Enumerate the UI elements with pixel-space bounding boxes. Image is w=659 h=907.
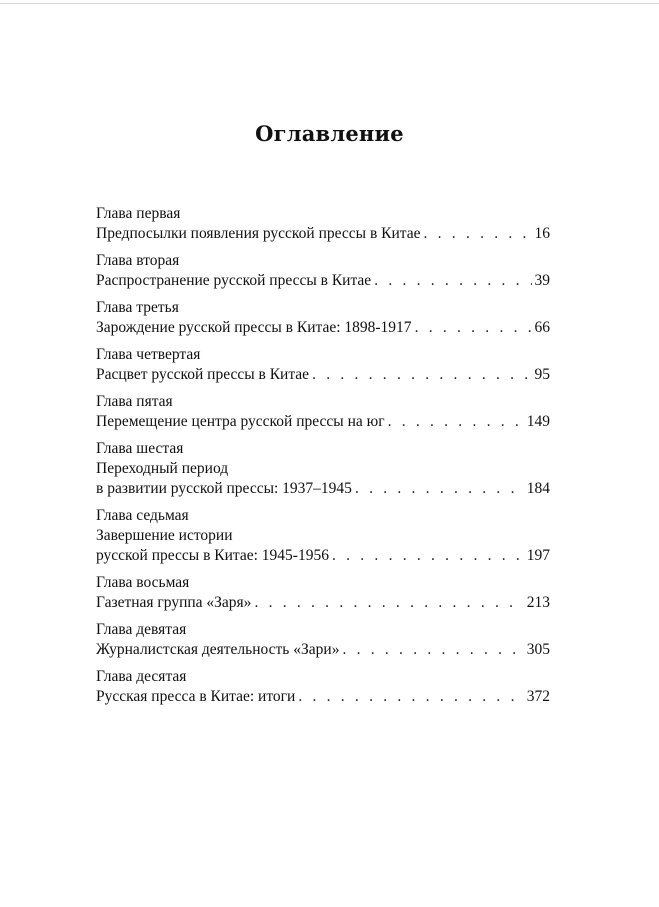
dot-leader [388,412,524,432]
chapter-label: Глава восьмая [96,574,190,591]
chapter-title: Расцвет русской прессы в Китае [96,366,310,383]
dot-leader [424,224,532,244]
dot-leader [254,593,523,613]
page-number: 95 [534,366,550,383]
toc-chapter [96,506,550,566]
chapter-label: Глава десятая [96,668,187,685]
chapter-title-line: Переходный период [96,460,229,477]
chapter-label: Глава вторая [96,252,180,269]
chapter-label: Глава первая [96,205,181,222]
page-number: 184 [526,480,550,497]
toc-entry[interactable] [96,593,550,613]
chapter-title: в развитии русской прессы: 1937–1945 [96,480,352,497]
page-top-rule [0,3,659,4]
toc-entry[interactable] [96,412,550,432]
page-title: Оглавление [255,121,404,146]
dot-leader [374,271,531,291]
toc-chapter [96,667,550,707]
chapter-title: Предпосылки появления русской прессы в Китае [96,225,421,242]
page-number: 149 [526,413,550,430]
chapter-label: Глава шестая [96,440,184,457]
dot-leader [342,640,523,660]
toc-chapter [96,204,550,244]
page-number: 305 [526,641,550,658]
toc-chapter [96,251,550,291]
chapter-label: Глава пятая [96,393,173,410]
toc-entry[interactable] [96,365,550,385]
chapter-label: Глава четвертая [96,346,201,363]
chapter-label: Глава седьмая [96,507,189,524]
dot-leader [415,318,532,338]
page-number: 372 [526,688,550,705]
toc-entry[interactable] [96,640,550,660]
chapter-title: русской прессы в Китае: 1945-1956 [96,547,329,564]
page-number: 39 [534,272,550,289]
chapter-title: Распространение русской прессы в Китае [96,272,372,289]
chapter-title: Журналистская деятельность «Зари» [96,641,340,658]
toc-chapter [96,392,550,432]
chapter-title: Русская пресса в Китае: итоги [96,688,296,705]
toc-chapter [96,345,550,385]
toc-chapter [96,573,550,613]
dot-leader [355,479,524,499]
chapter-title: Зарождение русской прессы в Китае: 1898-1917 [96,319,412,336]
page-number: 16 [534,225,550,242]
dot-leader [298,687,523,707]
toc-chapter [96,439,550,499]
chapter-label: Глава третья [96,299,179,316]
dot-leader [312,365,531,385]
toc-entry[interactable] [96,479,550,499]
chapter-title: Перемещение центра русской прессы на юг [96,413,385,430]
page-number: 213 [526,594,550,611]
toc-chapter [96,620,550,660]
toc-entry[interactable] [96,687,550,707]
chapter-label: Глава девятая [96,621,187,638]
dot-leader [332,546,524,566]
toc-entry[interactable] [96,224,550,244]
chapter-title-line: Завершение истории [96,527,233,544]
table-of-contents [96,204,550,714]
toc-entry[interactable] [96,271,550,291]
chapter-title: Газетная группа «Заря» [96,594,252,611]
page-number: 66 [534,319,550,336]
toc-chapter [96,298,550,338]
toc-entry[interactable] [96,546,550,566]
toc-entry[interactable] [96,318,550,338]
page-number: 197 [526,547,550,564]
